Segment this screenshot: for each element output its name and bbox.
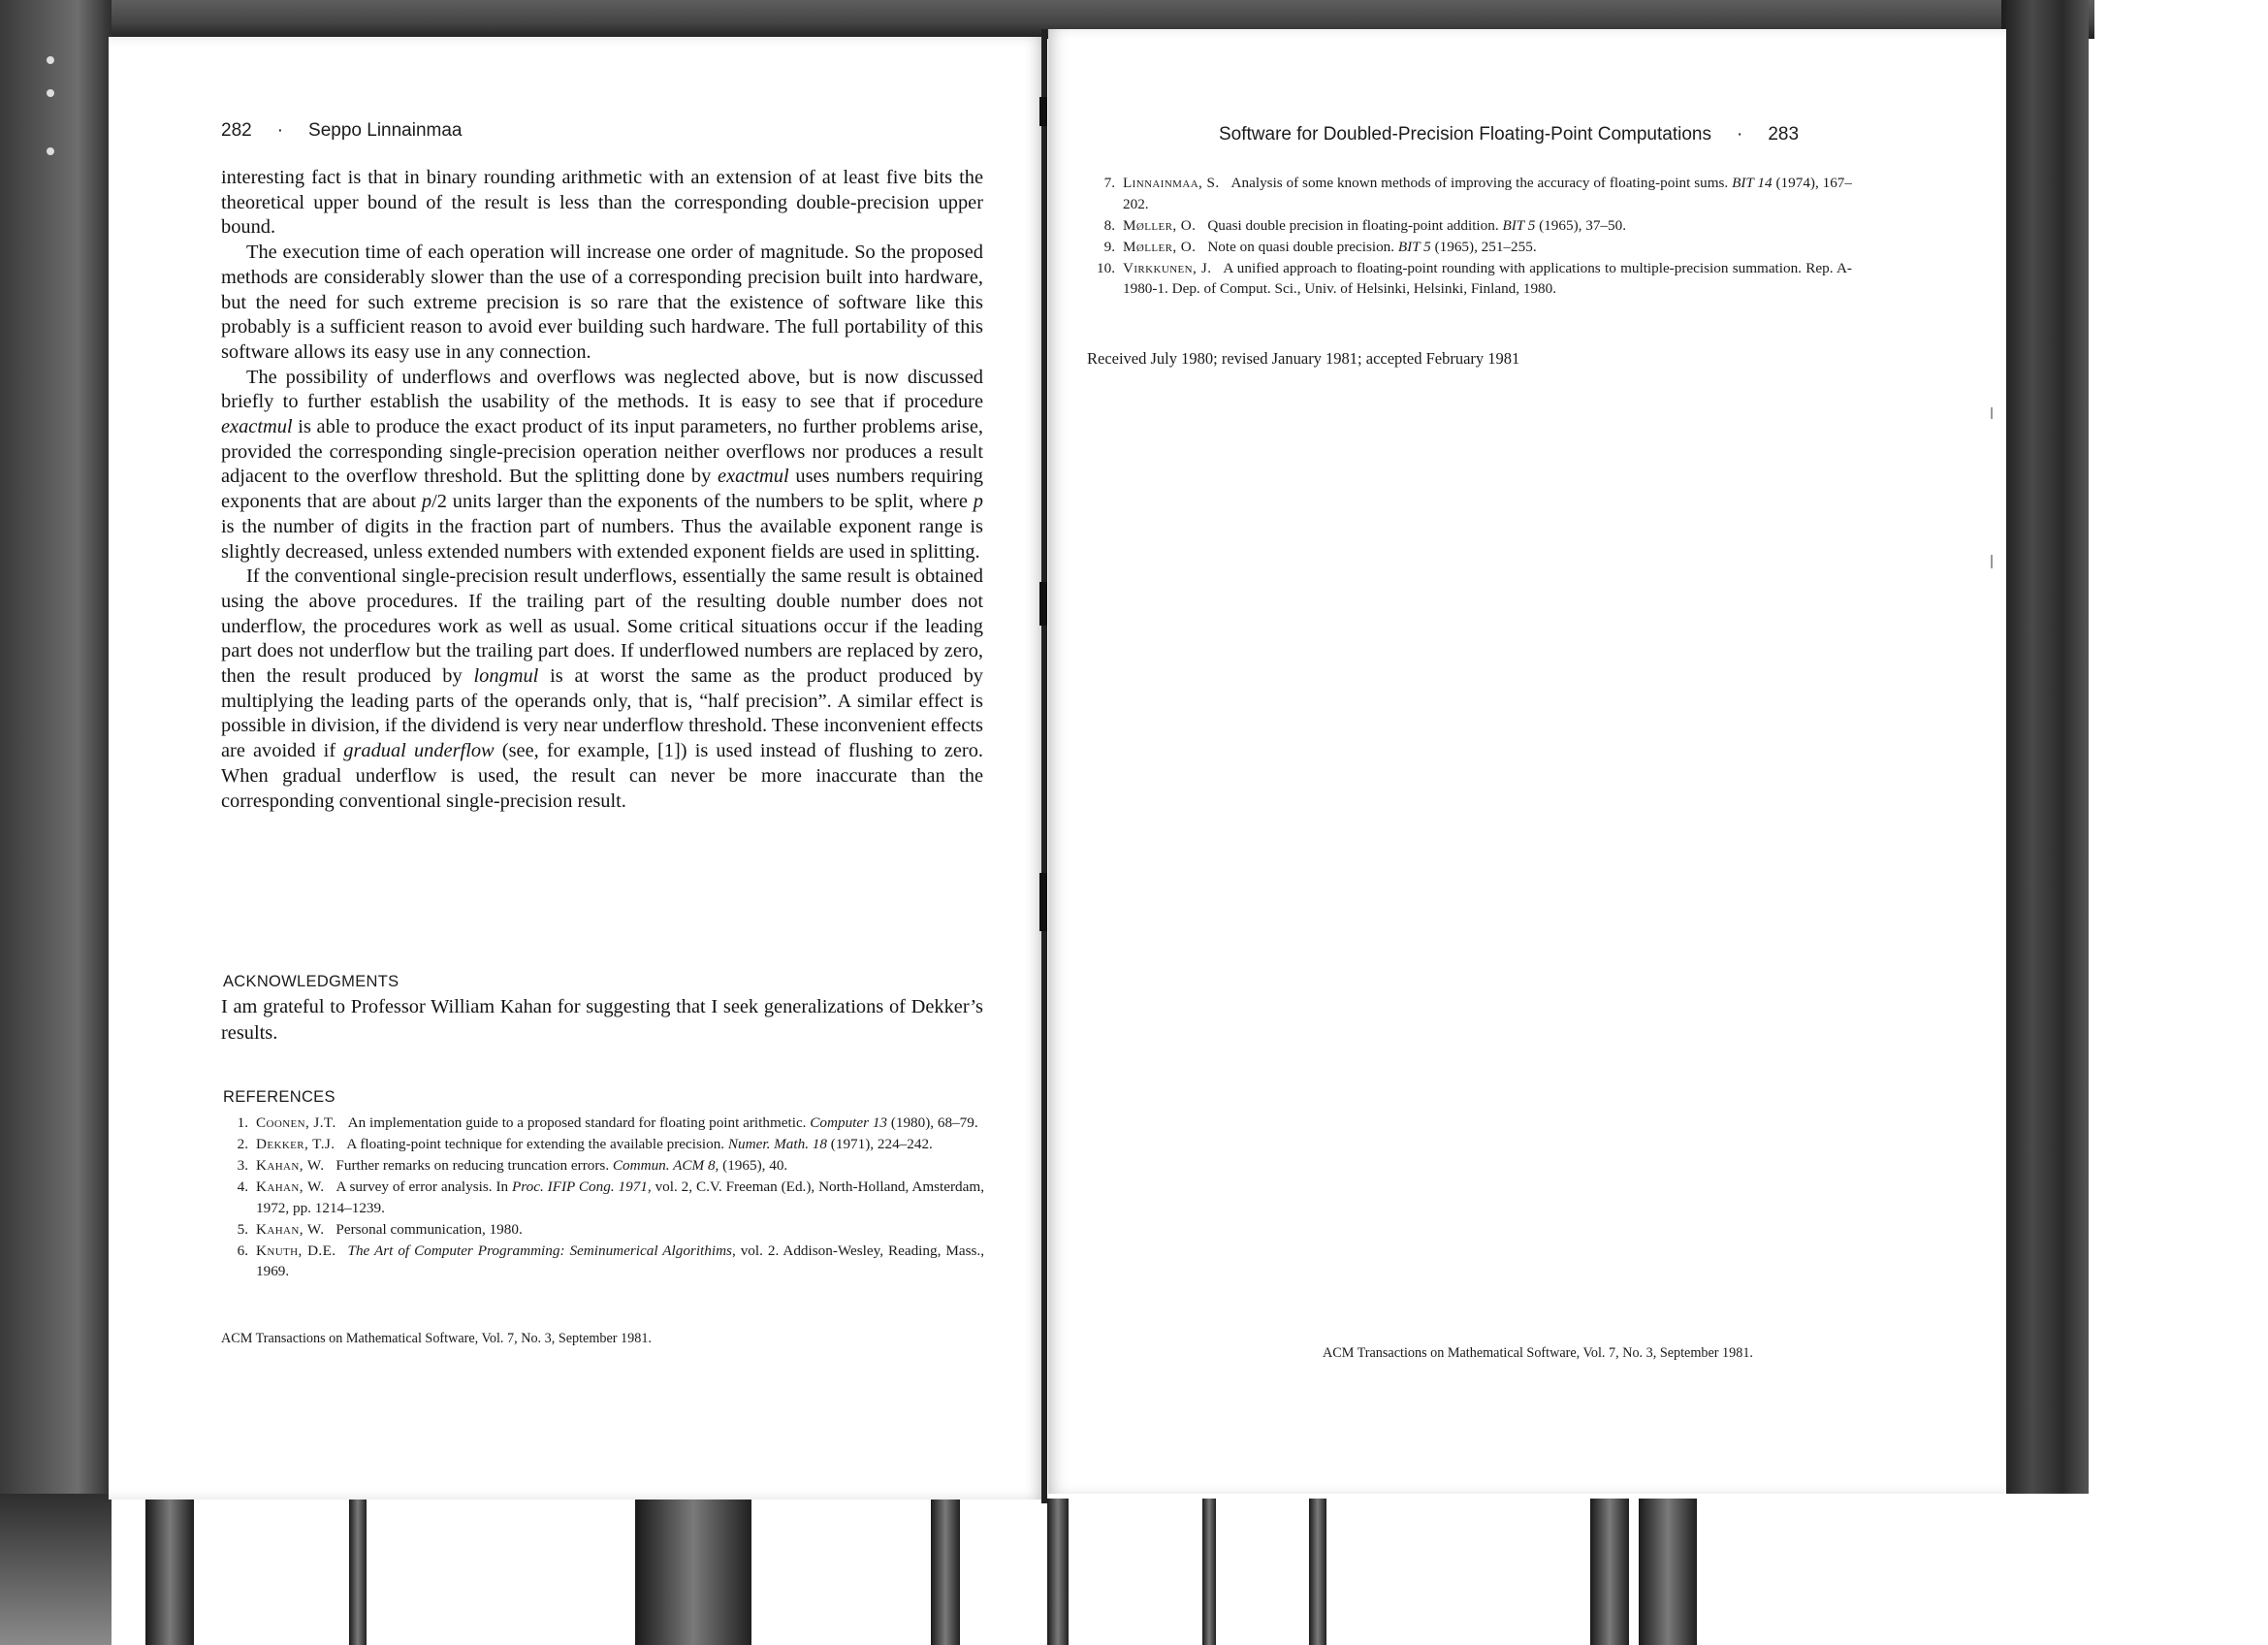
scan-corner-shadow [0,1494,112,1645]
paragraph: interesting fact is that in binary rounding arithmetic with an extension of at least five bits the theoretical upper bound of the result is less than the corresponding double-precision upper bound. [221,167,983,239]
scan-dot [47,147,54,155]
references-heading: REFERENCES [223,1088,335,1106]
running-head-right [1219,124,1799,145]
reference-item: 9. Møller, O. Note on quasi double precision. BIT 5 (1965), 251–255. [1103,238,1537,255]
journal-footer-left: ACM Transactions on Mathematical Software, Vol. 7, No. 3, September 1981. [221,1331,652,1346]
separator: · [1736,124,1743,145]
page-number: 282 [221,120,252,141]
page-edge-stripe [1590,1499,1629,1645]
acknowledgments-text: I am grateful to Professor William Kahan for suggesting that I seek generalizations of Dekker’s results. [221,996,983,1044]
body-text [221,166,983,814]
paragraph: The execution time of each operation will increase one order of magnitude. So the proposed methods are considerably slower than the use of a corresponding precision built into hardware, but the need for such extreme precision is so rare that the existence of software like this probably is a sufficient reason to avoid ever building such hardware. The full portability of this software allows its easy use in any connection. [221,242,983,363]
page-edge-stripe [1202,1499,1216,1645]
reference-item: 1. Coonen, J.T. An implementation guide to a proposed standard for floating point arithmetic. Computer 13 (1980), 68–79. [237,1114,978,1131]
page-edge-stripe [1309,1499,1326,1645]
reference-list-continued [1088,173,1852,300]
journal-footer-right: ACM Transactions on Mathematical Software, Vol. 7, No. 3, September 1981. [1323,1345,1753,1361]
received-note: Received July 1980; revised January 1981; accepted February 1981 [1087,349,1520,368]
page-edge-stripe [349,1499,367,1645]
gutter-mark [1039,582,1047,626]
running-title: Software for Doubled-Precision Floating-Point Computations [1219,124,1711,145]
scan-dot [47,89,54,97]
scan-right-edge [2001,0,2089,1513]
paragraph: If the conventional single-precision result underflows, essentially the same result is obtained using the above procedures. If the trailing part of the resulting double number does not underflow, the procedures work as well as usual. Some critical situations occur if the leading part does not underflow but the trailing part does. If underflowed numbers are replaced by zero, then the result produced by longmul is at worst the same as the product produced by multiplying the leading parts of the operands only, that is, “half precision”. A similar effect is possible in division, if the dividend is very near underflow threshold. These inconvenient effects are avoided if gradual underflow (see, for example, [1]) is used instead of flushing to zero. When gradual underflow is used, the result can never be more inaccurate than the corresponding conventional single-precision result. [221,565,984,812]
page-edge-stripe [931,1499,960,1645]
scan-left-edge [0,0,112,1645]
gutter-mark [1039,873,1047,931]
reference-list [221,1113,984,1282]
reference-item: 10. Virkkunen, J. A unified approach to floating-point rounding with applications to multiple-precision summation. Rep. A-1980-1. Dep. of Comput. Sci., Univ. of Helsinki, Helsinki, Finland, 1980. [1097,259,1852,297]
separator: · [276,120,284,141]
paragraph: The possibility of underflows and overflows was neglected above, but is now discussed briefly to further establish the usability of the methods. It is easy to see that if procedure exactmul is able to produce the exact product of its input parameters, no further problems arise, provided the corresponding single-precision operation neither overflows nor produces a result adjacent to the overflow threshold. But the splitting done by exactmul uses numbers requiring exponents that are about p/2 units larger than the exponents of the numbers to be split, where p is the number of digits in the fraction part of numbers. Thus the available exponent range is slightly decreased, unless extended numbers with extended exponent fields are used in splitting. [221,366,983,563]
scan-dot [47,56,54,64]
gutter-mark [1039,97,1047,126]
page-number: 283 [1768,124,1800,145]
scan-speck [1991,555,1993,568]
running-head-left [221,120,463,142]
page-edge-stripe [145,1499,194,1645]
author-name: Seppo Linnainmaa [308,120,463,141]
reference-item: 7. Linnainmaa, S. Analysis of some known methods of improving the accuracy of floating-point sums. BIT 14 (1974), 167–202. [1103,175,1852,212]
scan-speck [1991,407,1993,419]
page-edge-stripe [1047,1499,1069,1645]
reference-item: 6. Knuth, D.E. The Art of Computer Programming: Seminumerical Algorithims, vol. 2. Addison-Wesley, Reading, Mass., 1969. [237,1242,984,1279]
page-edge-stripe [1639,1499,1697,1645]
reference-item: 5. Kahan, W. Personal communication, 1980. [237,1220,523,1238]
reference-item: 3. Kahan, W. Further remarks on reducing truncation errors. Commun. ACM 8, (1965), 40. [237,1157,788,1174]
page-edge-stripe [635,1499,751,1645]
acknowledgments-heading: ACKNOWLEDGMENTS [223,973,399,990]
reference-item: 4. Kahan, W. A survey of error analysis. In Proc. IFIP Cong. 1971, vol. 2, C.V. Freeman (Ed.), North-Holland, Amsterdam, 1972, pp. 1214–1239. [237,1178,985,1216]
reference-item: 8. Møller, O. Quasi double precision in floating-point addition. BIT 5 (1965), 37–50. [1103,216,1626,234]
reference-item: 2. Dekker, T.J. A floating-point technique for extending the available precision. Numer. Math. 18 (1971), 224–242. [237,1136,933,1152]
book-gutter [1041,29,1047,1503]
